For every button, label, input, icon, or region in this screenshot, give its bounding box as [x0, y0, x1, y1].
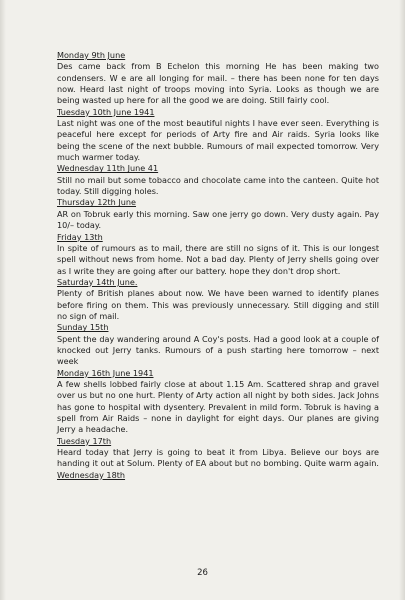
entry-text: Plenty of British planes about now. We have been warned to identify planes before firing on them. This was previously unnecessary. Still digging and still no sign of mail.	[57, 288, 379, 321]
left-page-edge	[0, 0, 6, 600]
entry-date-heading: Saturday 14th June.	[57, 276, 138, 287]
diary-entry	[57, 232, 379, 277]
diary-entry	[57, 197, 379, 231]
diary-entry	[57, 107, 379, 164]
entry-date-heading: Friday 13th	[57, 231, 103, 242]
entry-date-heading: Monday 9th June	[57, 50, 126, 60]
entry-text: A few shells lobbed fairly close at about 1.15 Am. Scattered shrap and gravel over us but no one hurt. Plenty of Arty action all night by both sides. Jack Johns has gone to hospital with dysentery. Prevalent in mild form. Tobruk is having a spell from Air Raids – none in daylight for eight days. Our planes are giving Jerry a headache.	[57, 378, 379, 435]
diary-entry	[57, 436, 379, 470]
entry-text: Des came back from B Echelon this morning He has been making two condensers. W e are all longing for mail. – there has been none for ten days now. Heard last night of troops moving into Syria. Looks as though we are being wasted up here for all the good we are doing. Still fairly cool.	[57, 61, 379, 106]
entry-text: AR on Tobruk early this morning. Saw one jerry go down. Very dusty again. Pay 10/– today.	[57, 208, 379, 231]
entry-date-heading: Tuesday 10th June 1941	[57, 106, 155, 117]
entry-date-heading: Monday 16th June 1941	[57, 367, 154, 378]
entry-text: Last night was one of the most beautiful nights I have ever seen. Everything is peaceful here except for periods of Arty fire and Air raids. Syria looks like being the scene of the next bubble. Rumours of mail expected tomorrow. Very much warmer today.	[57, 118, 379, 163]
diary-entry	[57, 368, 379, 436]
entry-text: Spent the day wandering around A Coy's posts. Had a good look at a couple of knocked out Jerry tanks. Rumours of a push starting here tomorrow – next week	[57, 333, 379, 367]
entry-date-heading: Sunday 15th	[57, 322, 109, 333]
entry-text: Still no mail but some tobacco and chocolate came into the canteen. Quite hot today. Still digging holes.	[57, 174, 379, 197]
entry-text: In spite of rumours as to mail, there are still no signs of it. This is our longest spell without news from home. Not a bad day. Plenty of Jerry shells going over as I write they are going after our battery. hope they don't drop short.	[57, 242, 379, 276]
page-number: 26	[197, 568, 208, 578]
entry-date-heading: Wednesday 18th	[57, 469, 126, 480]
diary-entry	[57, 470, 379, 481]
diary-entry	[57, 322, 379, 367]
entry-date-heading: Thursday 12th June	[57, 197, 137, 208]
diary-entries	[57, 50, 379, 481]
diary-entry	[57, 163, 379, 197]
right-page-edge	[399, 0, 405, 600]
entry-text: Heard today that Jerry is going to beat it from Libya. Believe our boys are handing it out at Solum. Plenty of EA about but no bombing. Quite warm again.	[57, 447, 379, 469]
diary-entry	[57, 50, 379, 107]
entry-date-heading: Tuesday 17th	[57, 435, 112, 446]
entry-date-heading: Wednesday 11th June 41	[57, 163, 159, 174]
diary-entry	[57, 277, 379, 322]
